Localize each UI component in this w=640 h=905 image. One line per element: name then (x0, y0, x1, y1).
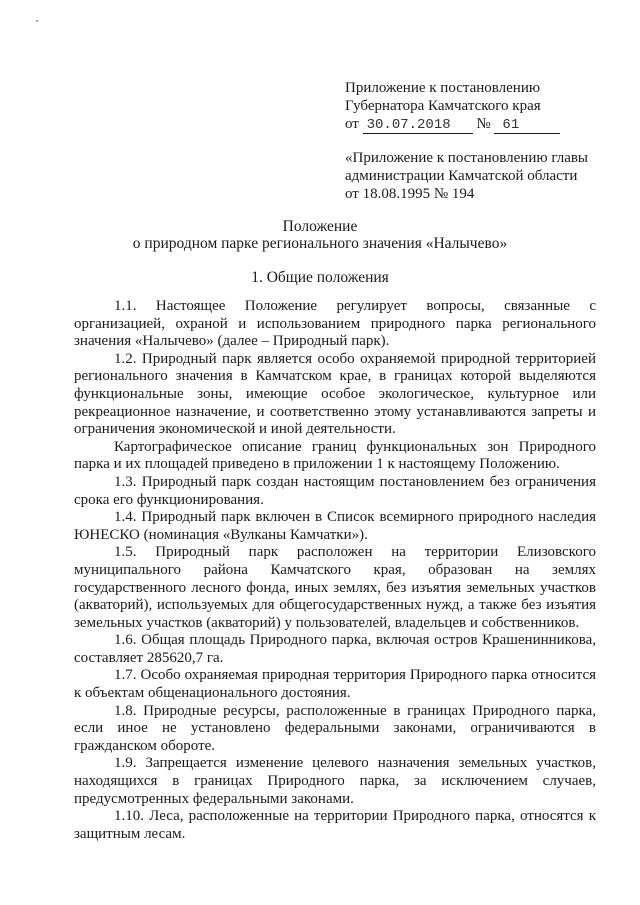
document-subtitle: о природном парке регионального значения «Налычево» (132, 235, 508, 252)
paragraph-1-3: 1.3. Природный парк создан настоящим постановлением без ограничения срока его функционирования. (74, 473, 596, 508)
attachment-header-line-2: Губернатора Камчатского края (345, 98, 541, 114)
paragraph-1-10: 1.10. Леса, расположенные на территории Природного парка, относятся к защитным лесам. (74, 808, 596, 842)
paragraph-cartographic: Картографическое описание границ функциональных зон Природного парка и их площадей приведено в приложении 1 к настоящему Положению. (74, 438, 596, 473)
number-value: 61 (502, 117, 520, 133)
paragraph-1-9: 1.9. Запрещается изменение целевого назначения земельных участков, находящихся в границах Природного парка, за исключением случаев, предусмотренных федеральными законами. (74, 755, 596, 807)
section-heading: 1. Общие положения (251, 269, 389, 286)
original-header-line-2: администрации Камчатской области (345, 168, 578, 184)
paragraph-1-1: 1.1. Настоящее Положение регулирует вопросы, связанные с организацией, охраной и использованием природного парка регионального значения «Налычево» (далее – Природный парк). (74, 298, 596, 350)
attachment-header-line-1: Приложение к постановлению (345, 80, 541, 96)
paragraph-1-6: 1.6. Общая площадь Природного парка, включая остров Крашенинникова, составляет 285620,7 га. (74, 632, 596, 666)
original-header-line-3: от 18.08.1995 № 194 (345, 186, 475, 202)
original-header-line-1: «Приложение к постановлению главы (345, 150, 589, 166)
document-title: Положение (282, 218, 358, 235)
number-field (494, 117, 560, 134)
number-sign: № (476, 116, 491, 132)
original-attachment-header (345, 149, 625, 203)
attachment-header (345, 79, 625, 134)
date-field (363, 117, 473, 134)
paragraph-1-8: 1.8. Природные ресурсы, расположенные в границах Природного парка, если иное не установлено федеральными законами, ограничиваются в гражданском обороте. (74, 702, 596, 754)
scan-speck (36, 20, 38, 22)
date-value: 30.07.2018 (366, 117, 451, 133)
paragraph-1-2: 1.2. Природный парк является особо охраняемой природной территорией регионального значения в Камчатском крае, в границах которой выделяются функциональные зоны, имеющие особое экологическое, культурное или рекреационное назначение, и соответственно этому устанавливаются запреты и ограничения экономической и иной деятельности. (74, 350, 596, 438)
paragraph-1-4: 1.4. Природный парк включен в Список всемирного природного наследия ЮНЕСКО (номинация «Вулканы Камчатки»). (74, 509, 596, 543)
paragraph-1-5: 1.5. Природный парк расположен на территории Елизовского муниципального района Камчатского края, образован на землях государственного лесного фонда, иных землях, без изъятия земельных участков (акваторий), используемых для общегосударственных нужд, а также без изъятия земельных участков (акваторий) у пользователей, владельцев и собственников. (74, 544, 596, 631)
attachment-date-number-line (345, 115, 625, 134)
paragraph-1-7: 1.7. Особо охраняемая природная территория Природного парка относится к объектам общенационального достояния. (74, 667, 596, 702)
date-prefix: от (345, 116, 359, 132)
document-body (74, 298, 596, 843)
